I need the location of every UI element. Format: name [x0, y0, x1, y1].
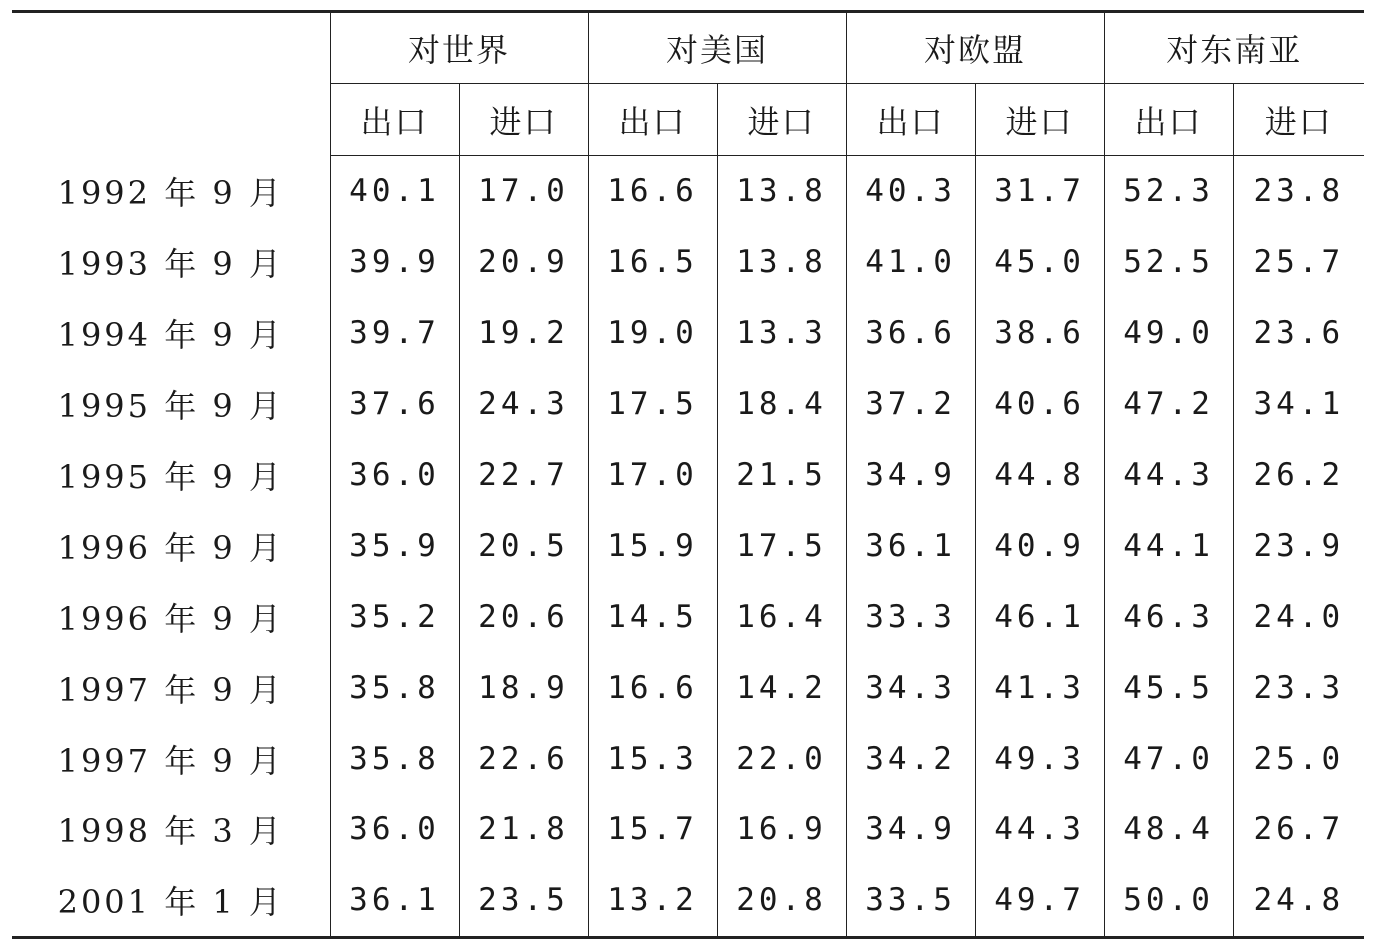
region-header-world: 对世界 — [330, 12, 588, 84]
table-row — [12, 652, 1364, 723]
value-cell: 23.3 — [1233, 652, 1364, 723]
value-cell: 45.0 — [975, 227, 1104, 298]
sub-header-cell: 出口 — [330, 84, 459, 156]
period-cell: 1995 年 9 月 — [57, 458, 284, 496]
period-cell: 1993 年 9 月 — [57, 245, 284, 284]
value-cell: 20.9 — [459, 227, 588, 298]
period-cell: 1997 年 9 月 — [57, 741, 284, 780]
value-cell: 34.1 — [1233, 369, 1364, 440]
value-cell: 49.3 — [975, 723, 1104, 794]
value-cell: 18.9 — [459, 652, 588, 723]
value-cell: 19.0 — [588, 298, 717, 369]
value-cell: 26.2 — [1233, 440, 1364, 511]
value-cell: 34.2 — [846, 723, 975, 794]
value-cell: 16.6 — [588, 652, 717, 723]
value-cell: 26.7 — [1233, 794, 1364, 865]
header-corner-cell — [12, 12, 330, 156]
sub-header-cell: 出口 — [588, 84, 717, 156]
period-cell: 2001 年 1 月 — [57, 883, 284, 922]
region-header-southeast-asia: 对东南亚 — [1104, 12, 1364, 84]
value-cell: 39.9 — [330, 227, 459, 298]
value-cell: 25.7 — [1233, 227, 1364, 298]
period-cell: 1998 年 3 月 — [57, 812, 284, 851]
trade-share-table — [12, 10, 1364, 939]
value-cell: 34.9 — [846, 794, 975, 865]
value-cell: 44.3 — [1104, 440, 1233, 511]
value-cell: 35.9 — [330, 510, 459, 581]
value-cell: 21.8 — [459, 794, 588, 865]
table-row — [12, 298, 1364, 369]
value-cell: 22.0 — [717, 723, 846, 794]
value-cell: 16.4 — [717, 581, 846, 652]
value-cell: 13.8 — [717, 227, 846, 298]
value-cell: 49.0 — [1104, 298, 1233, 369]
value-cell: 35.8 — [330, 723, 459, 794]
table-row — [12, 723, 1364, 794]
value-cell: 47.2 — [1104, 369, 1233, 440]
period-cell: 1996 年 9 月 — [57, 599, 284, 638]
value-cell: 21.5 — [717, 440, 846, 511]
value-cell: 41.0 — [846, 227, 975, 298]
table-header — [12, 12, 1364, 156]
value-cell: 20.8 — [717, 865, 846, 937]
period-cell: 1995 年 9 月 — [57, 387, 284, 426]
period-cell: 1996 年 9 月 — [57, 528, 284, 567]
value-cell: 16.6 — [588, 156, 717, 227]
value-cell: 46.1 — [975, 581, 1104, 652]
table-row — [12, 369, 1364, 440]
value-cell: 13.3 — [717, 298, 846, 369]
value-cell: 41.3 — [975, 652, 1104, 723]
table-row — [12, 865, 1364, 937]
region-header-row — [12, 12, 1364, 84]
value-cell: 35.8 — [330, 652, 459, 723]
value-cell: 47.0 — [1104, 723, 1233, 794]
region-header-us: 对美国 — [588, 12, 846, 84]
value-cell: 36.0 — [330, 440, 459, 511]
value-cell: 18.4 — [717, 369, 846, 440]
value-cell: 22.6 — [459, 723, 588, 794]
table-row — [12, 581, 1364, 652]
value-cell: 49.7 — [975, 865, 1104, 937]
value-cell: 17.0 — [459, 156, 588, 227]
value-cell: 40.6 — [975, 369, 1104, 440]
value-cell: 14.5 — [588, 581, 717, 652]
value-cell: 17.0 — [588, 440, 717, 511]
value-cell: 31.7 — [975, 156, 1104, 227]
table-row — [12, 227, 1364, 298]
table-container — [12, 10, 1364, 939]
period-cell: 1992 年 9 月 — [57, 174, 284, 213]
value-cell: 37.2 — [846, 369, 975, 440]
value-cell: 20.6 — [459, 581, 588, 652]
value-cell: 48.4 — [1104, 794, 1233, 865]
region-header-eu: 对欧盟 — [846, 12, 1104, 84]
value-cell: 40.9 — [975, 510, 1104, 581]
value-cell: 35.2 — [330, 581, 459, 652]
sub-header-cell: 出口 — [846, 84, 975, 156]
value-cell: 45.5 — [1104, 652, 1233, 723]
value-cell: 36.1 — [330, 865, 459, 937]
value-cell: 23.9 — [1233, 510, 1364, 581]
value-cell: 50.0 — [1104, 865, 1233, 937]
value-cell: 22.7 — [459, 440, 588, 511]
value-cell: 36.6 — [846, 298, 975, 369]
value-cell: 40.1 — [330, 156, 459, 227]
value-cell: 44.3 — [975, 794, 1104, 865]
value-cell: 17.5 — [717, 510, 846, 581]
value-cell: 38.6 — [975, 298, 1104, 369]
value-cell: 39.7 — [330, 298, 459, 369]
value-cell: 23.6 — [1233, 298, 1364, 369]
value-cell: 23.5 — [459, 865, 588, 937]
value-cell: 24.3 — [459, 369, 588, 440]
sub-header-cell: 进口 — [459, 84, 588, 156]
value-cell: 52.5 — [1104, 227, 1233, 298]
value-cell: 33.5 — [846, 865, 975, 937]
value-cell: 36.1 — [846, 510, 975, 581]
value-cell: 14.2 — [717, 652, 846, 723]
sub-header-cell: 进口 — [975, 84, 1104, 156]
value-cell: 17.5 — [588, 369, 717, 440]
table-row — [12, 510, 1364, 581]
value-cell: 40.3 — [846, 156, 975, 227]
table-row — [12, 156, 1364, 227]
value-cell: 23.8 — [1233, 156, 1364, 227]
value-cell: 20.5 — [459, 510, 588, 581]
table-row — [12, 794, 1364, 865]
value-cell: 34.9 — [846, 440, 975, 511]
sub-header-cell: 进口 — [1233, 84, 1364, 156]
value-cell: 52.3 — [1104, 156, 1233, 227]
value-cell: 16.5 — [588, 227, 717, 298]
value-cell: 34.3 — [846, 652, 975, 723]
value-cell: 44.8 — [975, 440, 1104, 511]
value-cell: 13.8 — [717, 156, 846, 227]
value-cell: 36.0 — [330, 794, 459, 865]
value-cell: 33.3 — [846, 581, 975, 652]
value-cell: 24.0 — [1233, 581, 1364, 652]
value-cell: 13.2 — [588, 865, 717, 937]
value-cell: 15.3 — [588, 723, 717, 794]
value-cell: 15.9 — [588, 510, 717, 581]
value-cell: 19.2 — [459, 298, 588, 369]
sub-header-cell: 进口 — [717, 84, 846, 156]
value-cell: 37.6 — [330, 369, 459, 440]
value-cell: 25.0 — [1233, 723, 1364, 794]
value-cell: 16.9 — [717, 794, 846, 865]
period-cell: 1997 年 9 月 — [57, 670, 284, 709]
period-cell: 1994 年 9 月 — [57, 316, 284, 355]
table-body — [12, 156, 1364, 938]
sub-header-cell: 出口 — [1104, 84, 1233, 156]
value-cell: 44.1 — [1104, 510, 1233, 581]
value-cell: 24.8 — [1233, 865, 1364, 937]
table-row — [12, 440, 1364, 511]
value-cell: 46.3 — [1104, 581, 1233, 652]
value-cell: 15.7 — [588, 794, 717, 865]
